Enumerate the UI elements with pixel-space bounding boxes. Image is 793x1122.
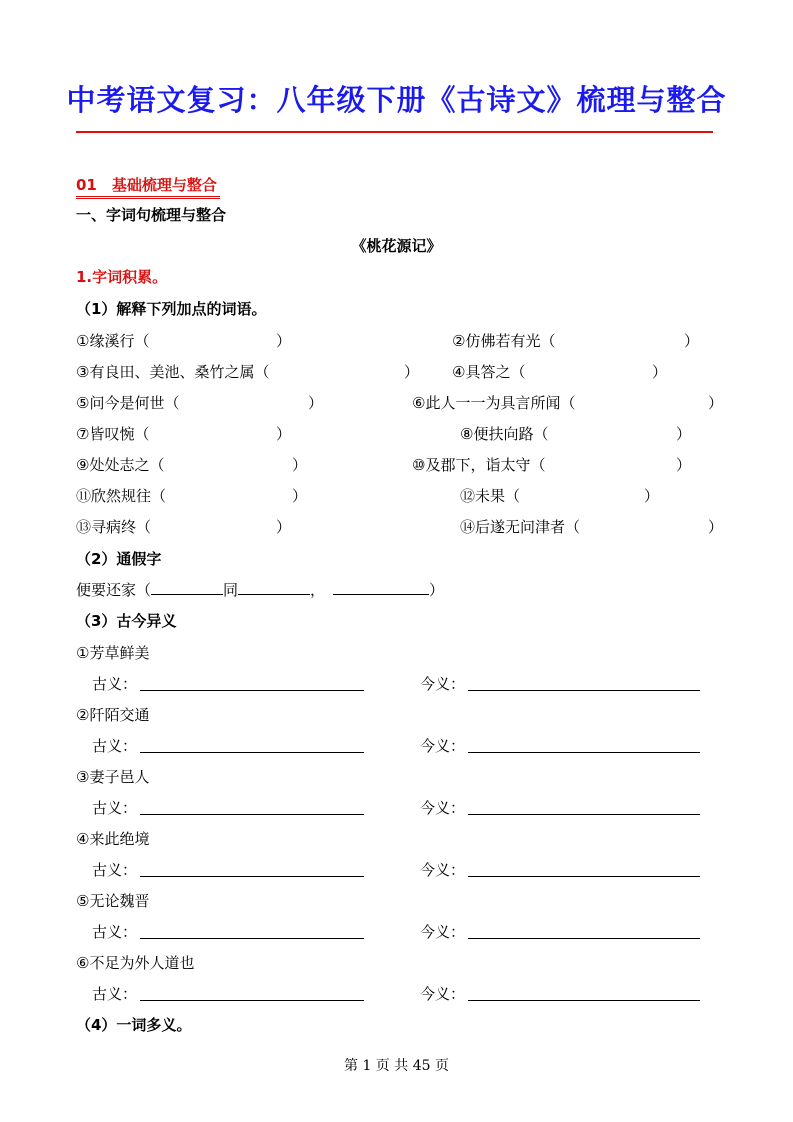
q3-item-2-new-label: 今义：	[420, 737, 466, 755]
q3-item-6-new-label: 今义：	[420, 985, 466, 1003]
q3-item-6: ⑥不足为外人道也	[76, 954, 195, 972]
q1-item-14-close: ）	[708, 518, 724, 536]
q2-line	[76, 579, 444, 600]
page-title: 中考语文复习：八年级下册《古诗文》梳理与整合	[66, 83, 727, 117]
q3-item-3-new-blank[interactable]	[468, 814, 700, 815]
q1-item-6-close: ）	[708, 394, 724, 412]
section-heading-01: 01 基础梳理与整合	[76, 176, 217, 194]
q3-item-1-new-label: 今义：	[420, 675, 466, 693]
q3-item-1-old-label: 古义：	[92, 675, 138, 693]
q3-item-2: ②阡陌交通	[76, 706, 150, 724]
q3-item-1: ①芳草鲜美	[76, 644, 150, 662]
title-divider	[76, 131, 713, 133]
q1-item-11: ⑪欣然规往（	[76, 487, 167, 505]
part-word-accumulation: 1.字词积累。	[76, 268, 168, 286]
q3-item-2-old-blank[interactable]	[140, 752, 364, 753]
q2-line-start: 便要还家（	[76, 581, 152, 599]
q1-item-7-close: ）	[276, 425, 292, 443]
q3-item-5-new-blank[interactable]	[468, 938, 700, 939]
q1-item-1-close: ）	[276, 332, 292, 350]
q3-item-5-old-blank[interactable]	[140, 938, 364, 939]
q3-item-3-new-label: 今义：	[420, 799, 466, 817]
text-title: 《桃花源记》	[351, 237, 442, 255]
q1-item-6: ⑥此人一一为具言所闻（	[412, 394, 576, 412]
q2-comma: ，	[310, 581, 326, 599]
q2-blank-1[interactable]	[151, 580, 223, 595]
q1-item-13-close: ）	[276, 518, 292, 536]
q1-item-4-close: ）	[652, 363, 668, 381]
q3-item-4-new-blank[interactable]	[468, 876, 700, 877]
q3-item-6-old-blank[interactable]	[140, 1000, 364, 1001]
q1-item-3-close: ）	[404, 363, 420, 381]
q3-item-1-new-blank[interactable]	[468, 690, 700, 691]
page-footer: 第 1 页 共 45 页	[344, 1058, 449, 1074]
q3-item-1-old-blank[interactable]	[140, 690, 364, 691]
q3-item-5-new-label: 今义：	[420, 923, 466, 941]
q3-heading: （3）古今异义	[76, 612, 177, 630]
q3-item-5: ⑤无论魏晋	[76, 892, 150, 910]
section-underline	[76, 196, 220, 199]
q3-item-3-old-blank[interactable]	[140, 814, 364, 815]
q3-item-4-old-label: 古义：	[92, 861, 138, 879]
q1-item-1: ①缘溪行（	[76, 332, 150, 350]
q1-item-8-close: ）	[676, 425, 692, 443]
q1-item-4: ④具答之（	[452, 363, 526, 381]
q2-blank-2[interactable]	[238, 580, 310, 595]
q2-close: ）	[429, 581, 445, 599]
q1-item-5-close: ）	[308, 394, 324, 412]
heading-word-sentence: 一、字词句梳理与整合	[76, 206, 227, 224]
q1-item-12-close: ）	[644, 487, 660, 505]
q1-item-8: ⑧便扶向路（	[460, 425, 549, 443]
q3-item-5-old-label: 古义：	[92, 923, 138, 941]
q1-heading: （1）解释下列加点的词语。	[76, 300, 267, 318]
q3-item-3-old-label: 古义：	[92, 799, 138, 817]
q3-item-4-old-blank[interactable]	[140, 876, 364, 877]
q1-item-2: ②仿佛若有光（	[452, 332, 556, 350]
q3-item-2-old-label: 古义：	[92, 737, 138, 755]
q2-same: 同	[223, 581, 239, 599]
q1-item-5: ⑤问今是何世（	[76, 394, 180, 412]
q1-item-9: ⑨处处志之（	[76, 456, 165, 474]
q1-item-10: ⑩及郡下，诣太守（	[412, 456, 546, 474]
q3-item-3: ③妻子邑人	[76, 768, 150, 786]
q2-blank-3[interactable]	[333, 580, 429, 595]
q3-item-6-new-blank[interactable]	[468, 1000, 700, 1001]
q3-item-4: ④来此绝境	[76, 830, 150, 848]
q1-item-11-close: ）	[292, 487, 308, 505]
q2-heading: （2）通假字	[76, 550, 162, 568]
q3-item-6-old-label: 古义：	[92, 985, 138, 1003]
q4-heading: （4）一词多义。	[76, 1016, 192, 1034]
q1-item-9-close: ）	[292, 456, 308, 474]
q1-item-10-close: ）	[676, 456, 692, 474]
q3-item-4-new-label: 今义：	[420, 861, 466, 879]
q1-item-7: ⑦皆叹惋（	[76, 425, 150, 443]
q1-item-13: ⑬寻病终（	[76, 518, 152, 536]
q1-item-3: ③有良田、美池、桑竹之属（	[76, 363, 270, 381]
q3-item-2-new-blank[interactable]	[468, 752, 700, 753]
q1-item-12: ⑫未果（	[460, 487, 521, 505]
q1-item-2-close: ）	[684, 332, 700, 350]
q1-item-14: ⑭后遂无问津者（	[460, 518, 581, 536]
